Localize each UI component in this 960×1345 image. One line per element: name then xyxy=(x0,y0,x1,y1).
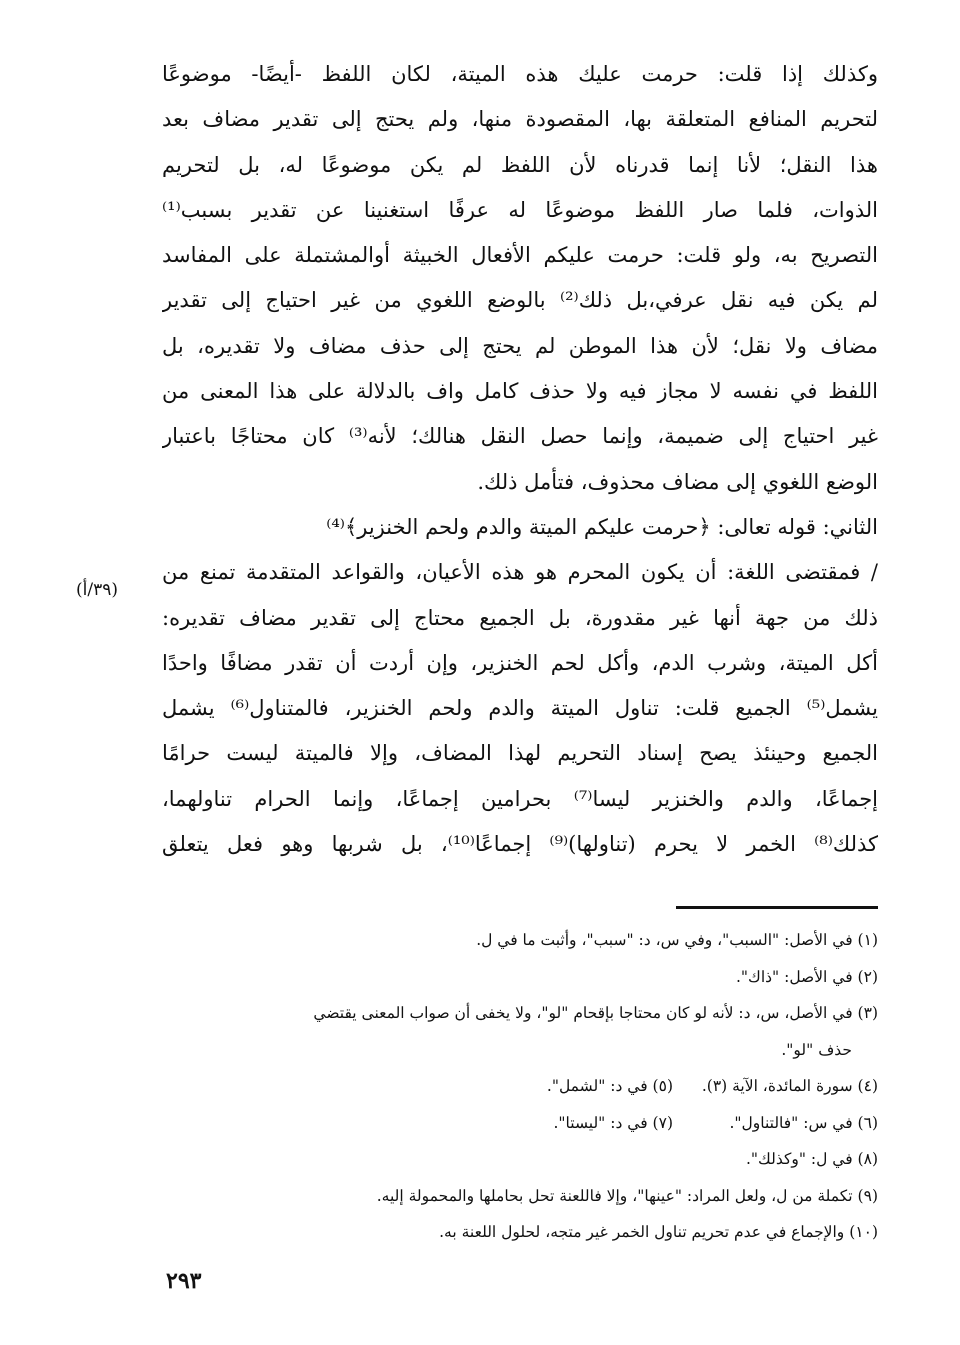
text-line: / فمقتضى اللغة: أن يكون المحرم هو هذه الأعيان، والقواعد المتقدمة تمنع من xyxy=(162,560,878,585)
footnotes xyxy=(162,922,878,1251)
page-number: ٢٩٣ xyxy=(166,1268,202,1294)
footnote-7: (٧) في د: "ليستا". xyxy=(553,1113,673,1132)
text-line: الجميع وحينئذ يصح إسناد التحريم لهذا المضاف، وإلا فالميتة ليست حرامًا xyxy=(162,741,878,766)
text-line: يشمل⁽⁵⁾ الجميع قلت: تناول الميتة والدم ولحم الخنزير، فالمتناول⁽⁶⁾ يشمل xyxy=(162,696,878,721)
footnote-6: (٦) في س: "فالتناول". xyxy=(729,1113,878,1132)
text-line: كذلك⁽⁸⁾ الخمر لا يحرم (تناولها)⁽⁹⁾ إجماعًا⁽¹⁰⁾، بل شربها وهو فعل يتعلق xyxy=(162,832,878,857)
footnote-1: (١) في الأصل: "السبب"، وفي س، د: "سبب"، وأثبت ما في ل. xyxy=(476,931,878,949)
footnote-2: (٢) في الأصل: "ذاك". xyxy=(736,967,878,986)
manuscript-folio-reference: (٣٩/أ) xyxy=(76,580,118,600)
footnote-10: (١٠) والإجماع في عدم تحريم تناول الخمر غير متجه، لحلول اللعنة به. xyxy=(439,1223,878,1241)
footnote-8: (٨) في ل: "وكذلك". xyxy=(745,1150,878,1168)
footnote-5: (٥) في د: "لشمل". xyxy=(546,1077,673,1095)
footnote-row-6-7 xyxy=(162,1105,878,1142)
text-line: لتحريم المنافع المتعلقة بها، المقصودة منها، ولم يحتج إلى تقدير مضاف بعد xyxy=(162,107,878,132)
footnote-separator xyxy=(676,906,878,909)
footnote-3-continuation: حذف "لو". xyxy=(781,1040,852,1059)
footnote-4: (٤) سورة المائدة، الآية (٣). xyxy=(701,1077,878,1095)
text-line: لم يكن فيه نقل عرفي،بل ذلك⁽²⁾ بالوضع اللغوي من غير احتياج إلى تقدير xyxy=(162,288,878,313)
text-line: اللفظ في نفسه لا مجاز فيه ولا حذف كامل واف بالدلالة على هذا المعنى من xyxy=(162,379,878,404)
footnote-row-4-5 xyxy=(162,1068,878,1105)
text-line: أكل الميتة، وشرب الدم، وأكل لحم الخنزير، وإن أردت أن تقدر مضافًا واحدًا xyxy=(162,650,878,675)
text-line: التصريح به، ولو قلت: حرمت عليكم الأفعال الخبيثة أوالمشتملة على المفاسد xyxy=(162,243,878,268)
main-text xyxy=(162,52,878,867)
footnote-9: (٩) تكملة من ل، ولعل المراد: "عينها"، وإلا فاللعنة تحل بحاملها والمحمولة إليه. xyxy=(376,1186,878,1205)
text-line: ذلك من جهة أنها غير مقدورة، بل الجميع محتاج إلى تقدير مضاف تقديره: xyxy=(162,605,878,630)
text-line: مضاف ولا نقل؛ لأن هذا الموطن لم يحتج إلى حذف مضاف ولا تقديره، بل xyxy=(162,333,878,358)
text-line: الذوات، فلما صار اللفظ موضوعًا له عرفًا استغنينا عن تقدير بسبب⁽¹⁾ xyxy=(162,197,878,222)
text-line: إجماعًا، والدم والخنزير ليسا⁽⁷⁾ بحرامين إجماعًا، وإنما الحرام تناولهما، xyxy=(162,786,878,811)
footnote-3: (٣) في الأصل، س، د: لأنه لو كان محتاجا بإقحام "لو"، ولا يخفى أن صواب المعنى يقتضي xyxy=(313,1004,878,1022)
text-line: هذا النقل؛ لأنا إنما قدرناه لأن اللفظ لم يكن موضوعًا له، بل لتحريم xyxy=(162,152,878,177)
text-line: غير احتياج إلى ضميمة، وإنما حصل النقل هنالك؛ لأنه⁽³⁾ كان محتاجًا باعتبار xyxy=(162,424,878,449)
section-heading-line: الثاني: قوله تعالى: ﴿حرمت عليكم الميتة والدم ولحم الخنزير﴾⁽⁴⁾ xyxy=(326,514,878,539)
text-line: وكذلك إذا قلت: حرمت عليك هذه الميتة، لكان اللفظ -أيضًا- موضوعًا xyxy=(162,62,878,86)
text-line: الوضع اللغوي إلى مضاف محذوف، فتأمل ذلك. xyxy=(477,469,878,494)
